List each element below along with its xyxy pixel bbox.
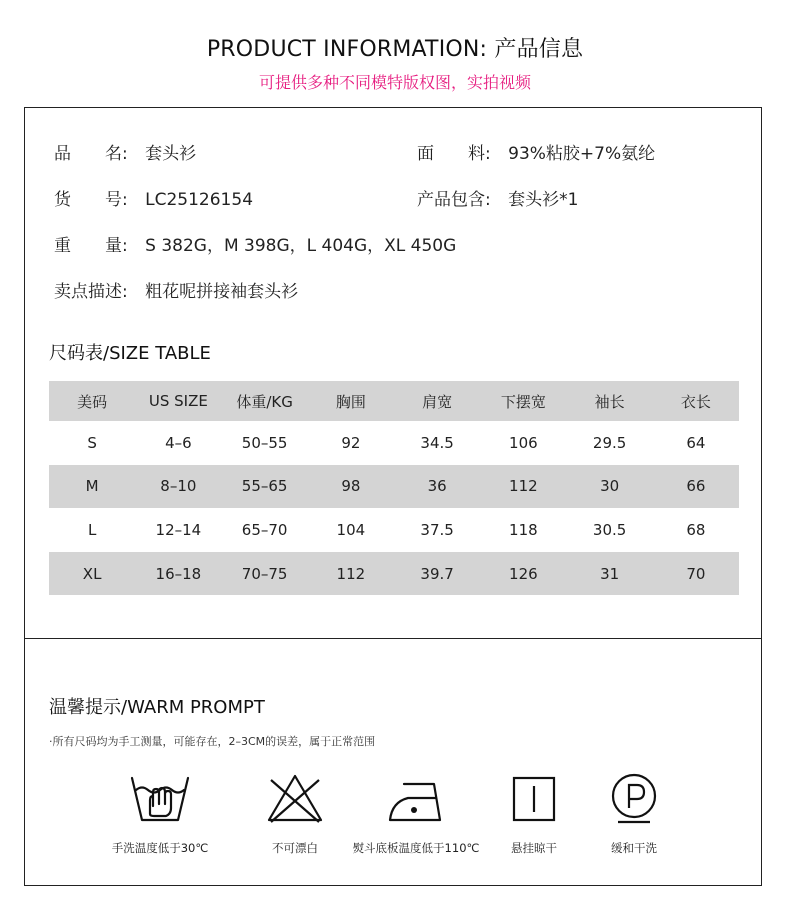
table-cell: 31 [567, 552, 653, 596]
table-cell: 16–18 [135, 552, 221, 596]
weight-label: 重 量: [54, 236, 128, 256]
name-label: 品 名: [54, 144, 128, 164]
table-cell: 39.7 [394, 552, 480, 596]
table-cell: 37.5 [420, 520, 454, 539]
table-row [49, 508, 739, 552]
hand-wash-icon [128, 770, 192, 826]
care-item-iron [351, 770, 481, 856]
table-cell: 34.5 [420, 433, 454, 452]
table-cell: 104 [336, 520, 366, 539]
sku-label: 货 号: [54, 190, 128, 210]
contents-label: 产品包含: [417, 190, 491, 210]
table-cell: S [87, 433, 97, 452]
info-name-row [54, 139, 196, 164]
professional-clean-p-icon [602, 770, 666, 826]
table-cell: 112 [308, 552, 394, 596]
table-cell: 70 [653, 552, 739, 596]
table-row [49, 465, 739, 509]
desc-value: 粗花呢拼接袖套头衫 [145, 282, 299, 302]
desc-label: 卖点描述: [54, 282, 128, 302]
table-row [49, 421, 739, 465]
weight-value: S 382G，M 398G，L 404G，XL 450G [145, 236, 457, 256]
fabric-label: 面 料: [417, 144, 491, 164]
hang-dry-icon [502, 770, 566, 826]
column-header: 体重/KG [222, 381, 308, 421]
warm-prompt-title: 温馨提示/WARM PROMPT [49, 697, 265, 718]
column-header: 下摆宽 [480, 381, 566, 421]
table-row [49, 552, 739, 596]
warm-prompt-note: ·所有尺码均为手工测量，可能存在，2–3CM的误差，属于正常范围 [49, 735, 376, 748]
table-cell: 68 [686, 520, 706, 539]
info-weight-row [54, 231, 456, 256]
iron-low-icon [384, 770, 448, 826]
sku-value: LC25126154 [145, 190, 254, 210]
column-header: 肩宽 [394, 381, 480, 421]
column-header: 袖长 [567, 381, 653, 421]
table-cell: 55–65 [222, 465, 308, 509]
table-cell: 92 [341, 433, 361, 452]
fabric-value: 93%粘胶+7%氨纶 [508, 144, 656, 164]
table-cell: 118 [509, 520, 538, 539]
care-item-dry-clean [569, 770, 699, 856]
care-label: 不可漂白 [272, 841, 318, 855]
care-label: 悬挂晾干 [511, 841, 557, 855]
table-cell: 4–6 [165, 433, 192, 452]
column-header: US SIZE [135, 381, 221, 421]
size-table [49, 381, 739, 595]
table-cell: 106 [509, 433, 538, 452]
table-cell: 30 [567, 465, 653, 509]
contents-value: 套头衫*1 [508, 190, 579, 210]
column-header: 美码 [49, 381, 135, 421]
info-desc-row [54, 277, 298, 302]
table-cell: 98 [308, 465, 394, 509]
info-fabric-row [417, 139, 655, 164]
table-cell: 29.5 [592, 433, 627, 452]
care-label: 熨斗底板温度低于110℃ [352, 841, 480, 855]
table-cell: L [87, 520, 97, 539]
size-table-title: 尺码表/SIZE TABLE [49, 343, 211, 364]
table-cell: 66 [653, 465, 739, 509]
no-bleach-icon [263, 770, 327, 826]
care-label: 手洗温度低于30℃ [111, 841, 209, 855]
size-table-header-row [49, 381, 739, 421]
care-item-no-bleach [230, 770, 360, 856]
table-cell: 30.5 [592, 520, 627, 539]
table-cell: 70–75 [222, 552, 308, 596]
care-item-hand-wash [95, 770, 225, 856]
column-header: 衣长 [653, 381, 739, 421]
info-sku-row [54, 185, 253, 210]
section-divider [24, 638, 762, 639]
table-cell: 126 [480, 552, 566, 596]
table-cell: 8–10 [135, 465, 221, 509]
table-cell: XL [49, 552, 135, 596]
table-cell: 64 [686, 433, 706, 452]
care-label: 缓和干洗 [611, 841, 657, 855]
table-cell: 50–55 [241, 433, 288, 452]
page-title: PRODUCT INFORMATION: 产品信息 [206, 37, 584, 62]
page-subtitle: 可提供多种不同模特版权图，实拍视频 [258, 73, 531, 92]
name-value: 套头衫 [145, 144, 197, 164]
table-cell: M [49, 465, 135, 509]
table-cell: 12–14 [155, 520, 202, 539]
table-cell: 36 [394, 465, 480, 509]
table-cell: 65–70 [241, 520, 288, 539]
table-cell: 112 [480, 465, 566, 509]
info-contents-row [417, 185, 578, 210]
column-header: 胸围 [308, 381, 394, 421]
